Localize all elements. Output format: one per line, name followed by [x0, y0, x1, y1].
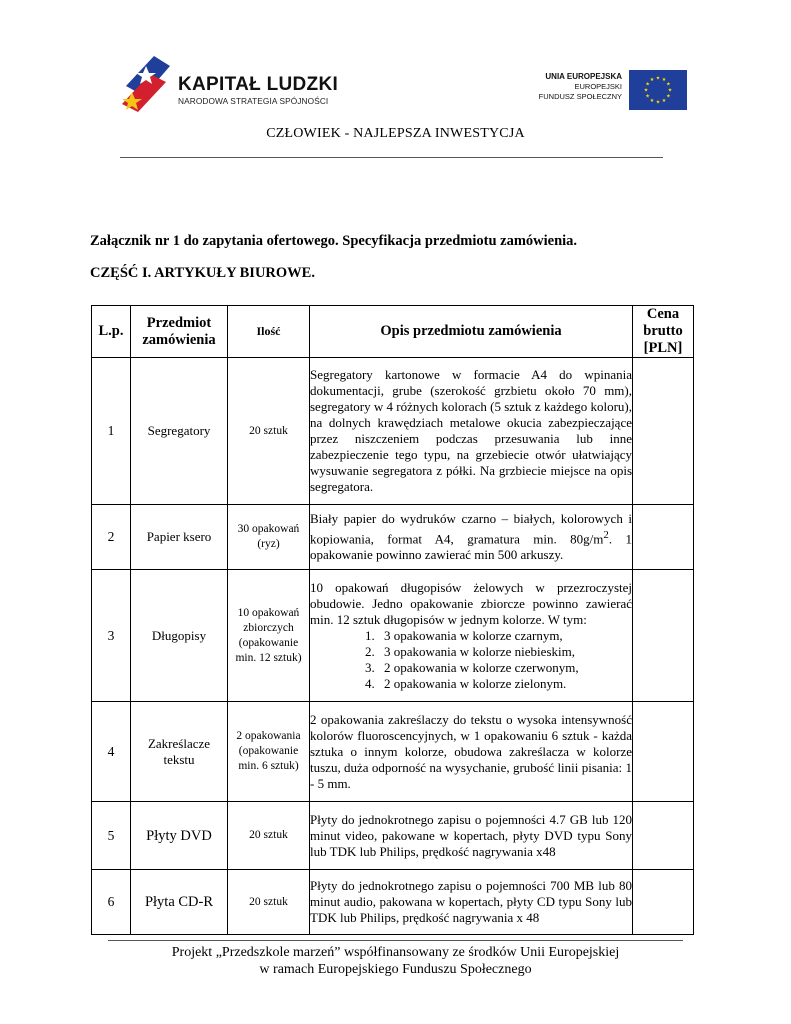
list-item: 1. 3 opakowania w kolorze czarnym,	[378, 628, 632, 644]
footer	[0, 944, 791, 978]
eu-logo-line2: EUROPEJSKI	[574, 82, 622, 91]
kapital-ludzki-emblem-icon	[120, 52, 176, 122]
header-divider	[120, 157, 663, 158]
kapital-ludzki-subtitle: NARODOWA STRATEGIA SPÓJNOŚCI	[178, 96, 329, 106]
row-lp: 4	[92, 702, 131, 802]
row-lp: 3	[92, 570, 131, 702]
footer-line2: w ramach Europejskiego Funduszu Społecznego	[259, 962, 532, 977]
row-item: Segregatory	[131, 358, 228, 505]
row-price	[633, 505, 694, 570]
svg-text:★: ★	[661, 77, 667, 84]
specification-table	[91, 305, 694, 935]
table-row	[92, 702, 694, 802]
row-lp: 1	[92, 358, 131, 505]
row-lp: 5	[92, 802, 131, 870]
row-desc	[310, 570, 633, 702]
table-header-row	[92, 306, 694, 358]
table-row	[92, 870, 694, 935]
row-desc-list	[310, 628, 632, 692]
table-row	[92, 358, 694, 505]
row-desc-text: Biały papier do wydruków czarno – białych, kolorowych i kopiowania, format A4, gramatura min. 80g/m	[310, 510, 632, 547]
row-lp: 2	[92, 505, 131, 570]
header-price: Cena brutto [PLN]	[633, 306, 694, 358]
row-price	[633, 570, 694, 702]
svg-text:★: ★	[666, 93, 671, 100]
row-price	[633, 802, 694, 870]
eu-logo-line3: FUNDUSZ SPOŁECZNY	[538, 92, 622, 101]
list-item: 3. 2 opakowania w kolorze czerwonym,	[378, 660, 632, 676]
row-desc: 2 opakowania zakreślaczy do tekstu o wysoka intensywność kolorów fluoroscencyjnych, w 1 opakowaniu 6 sztuk - każda sztuka o innym kolorze, obudowa zakreślacza w kolorze tuszu, duża odporność na wysychanie, grubość linii pisania: 1 - 5 mm.	[310, 702, 633, 802]
footer-divider	[108, 940, 683, 941]
row-qty: 30 opakowań (ryz)	[228, 505, 310, 570]
kapital-ludzki-logo	[120, 52, 350, 122]
svg-text:★: ★	[649, 97, 655, 104]
list-item: 4. 2 opakowania w kolorze zielonym.	[378, 676, 632, 692]
row-price	[633, 358, 694, 505]
row-desc-superscript: 2	[603, 528, 609, 541]
motto: CZŁOWIEK - NAJLEPSZA INWESTYCJA	[266, 126, 525, 141]
header-desc: Opis przedmiotu zamówienia	[310, 306, 633, 358]
footer-line1: Projekt „Przedszkole marzeń” współfinansowany ze środków Unii Europejskiej	[171, 945, 620, 960]
eu-logo-text	[539, 72, 622, 102]
svg-text:★: ★	[645, 81, 650, 88]
row-item: Płyta CD-R	[131, 870, 228, 935]
svg-text:★: ★	[661, 97, 667, 104]
document-heading: Załącznik nr 1 do zapytania ofertowego. Specyfikacja przedmiotu zamówienia.	[90, 233, 578, 249]
eu-flag-icon	[629, 70, 687, 110]
header-lp: L.p.	[92, 306, 131, 358]
row-desc: Płyty do jednokrotnego zapisu o pojemności 4.7 GB lub 120 minut video, pakowane w kopertach, płyty DVD typu Sony lub TDK lub Philips, prędkość nagrywania x48	[310, 802, 633, 870]
row-item: Zakreślacze tekstu	[131, 702, 228, 802]
header-qty: Ilość	[228, 306, 310, 358]
svg-text:★: ★	[643, 87, 649, 94]
kapital-ludzki-title: KAPITAŁ LUDZKI	[178, 74, 339, 95]
row-qty: 2 opakowania (opakowanie min. 6 sztuk)	[228, 702, 310, 802]
table-row	[92, 802, 694, 870]
row-price	[633, 702, 694, 802]
svg-text:★: ★	[666, 81, 671, 88]
row-item: Papier ksero	[131, 505, 228, 570]
svg-text:★: ★	[655, 99, 661, 106]
section-heading: CZĘŚĆ I. ARTYKUŁY BIUROWE.	[90, 265, 315, 281]
svg-text:★: ★	[645, 93, 650, 100]
row-desc	[310, 505, 633, 570]
eu-logo	[510, 68, 690, 110]
row-qty: 20 sztuk	[228, 358, 310, 505]
row-qty: 20 sztuk	[228, 802, 310, 870]
row-price	[633, 870, 694, 935]
header-item: Przedmiot zamówienia	[131, 306, 228, 358]
svg-text:★: ★	[655, 75, 661, 82]
eu-logo-line1: UNIA EUROPEJSKA	[545, 72, 622, 81]
row-item: Płyty DVD	[131, 802, 228, 870]
row-desc-text: 10 opakowań długopisów żelowych w przezroczystej obudowie. Jedno opakowanie zbiorcze powinno zawierać min. 12 sztuk długopisów w jednym kolorze. W tym:	[310, 579, 632, 627]
row-desc-text-end: . 1 opakowanie powinno zawierać min 500 arkuszy.	[310, 531, 633, 563]
list-item: 2. 3 opakowania w kolorze niebieskim,	[378, 644, 632, 660]
row-lp: 6	[92, 870, 131, 935]
row-qty: 10 opakowań zbiorczych (opakowanie min. 12 sztuk)	[228, 570, 310, 702]
svg-text:★: ★	[667, 87, 673, 94]
row-item: Długopisy	[131, 570, 228, 702]
table-row	[92, 505, 694, 570]
row-desc: Płyty do jednokrotnego zapisu o pojemności 700 MB lub 80 minut audio, pakowana w kopertach, płyty CD typu Sony lub TDK lub Philips, prędkość nagrywania x 48	[310, 870, 633, 935]
row-qty: 20 sztuk	[228, 870, 310, 935]
svg-text:★: ★	[649, 77, 655, 84]
table-row	[92, 570, 694, 702]
row-desc: Segregatory kartonowe w formacie A4 do wpinania dokumentacji, grube (szerokość grzbietu około 70 mm), segregatory w 4 różnych kolorach (5 sztuk z każdego koloru), na dolnych krawędziach metalowe okucia zabezpieczające przez niszczeniem podczas przesuwania lub inne zabezpieczenie tego typu, na grzebiecie otwór ułatwiający wysuwanie segregatora z półki. Na grzbiecie miejsce na opis segregatora.	[310, 358, 633, 505]
